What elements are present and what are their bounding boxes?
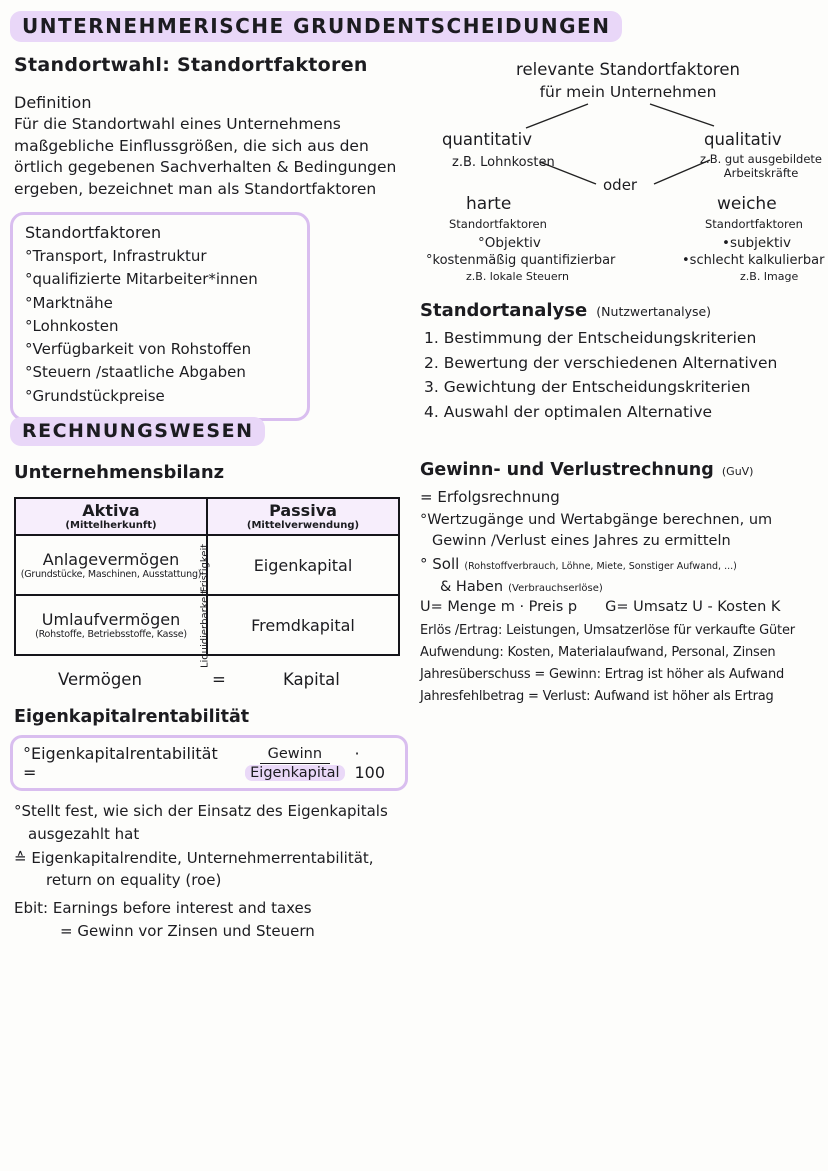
balance-sheet-table [14,497,400,669]
guv-line-jahresfehlbetrag: Jahresfehlbetrag = Verlust: Aufwand ist höher als Ertrag [420,689,774,704]
standortfaktoren-item: °Steuern /staatliche Abgaben [25,363,246,382]
soll-detail: (Rohstoffverbrauch, Löhne, Miete, Sonstiger Aufwand, ...) [464,561,737,572]
eigenkapitalrentabilitaet-formula-box [10,735,408,791]
eigenkapital-cell [207,535,399,595]
harte-node: harte [466,194,512,214]
standortanalyse-step: 1. Bestimmung der Entscheidungskriterien [424,329,757,347]
standortfaktoren-item: °Verfügbarkeit von Rohstoffen [25,340,252,358]
qualitativ-example-line2: Arbeitskräfte [723,166,799,181]
aktiva-subtitle: (Mittelherkunft) [65,520,157,531]
quantitativ-label: quantitativ [442,130,532,149]
guv-heading-note: (GuV) [721,465,754,478]
page-title [10,14,622,38]
eigenkapital-note-2: ≙ Eigenkapitalrendite, Unternehmerrentabilität, [14,849,374,867]
schlecht-kalkulierbar-point: •schlecht kalkulierbar [682,253,825,268]
anlagevermoegen-cell [15,535,207,595]
umlaufvermoegen-cell [15,595,207,655]
image-example: z.B. Image [740,270,799,283]
equation-kapital: Kapital [283,670,340,689]
diagram-title-line2: für mein Unternehmen [539,83,717,101]
section-title-rechnungswesen [10,420,265,442]
aktiva-header-cell [15,498,207,535]
anlagevermoegen-label: Anlagevermögen [42,550,180,569]
section-heading-unternehmensbilanz: Unternehmensbilanz [14,462,225,483]
passiva-title: Passiva [269,501,337,520]
ebit-line-2: = Gewinn vor Zinsen und Steuern [60,922,315,940]
oder-connector: oder [603,176,638,194]
umsatz-formula: U= Menge m · Preis p [420,599,578,615]
section-heading-guv [420,460,753,480]
guv-line-haben [440,576,603,595]
standortfaktoren-item: °Transport, Infrastruktur [25,247,207,265]
diagram-title-line1: relevante Standortfaktoren [516,60,740,79]
standortanalyse-heading-note: (Nutzwertanalyse) [596,304,712,319]
harte-node-sub: Standortfaktoren [449,217,547,231]
connector-line [526,104,588,128]
qualitativ-example [694,152,828,181]
eigenkapital-note-1: °Stellt fest, wie sich der Einsatz des Eigenkapitals ausgezahlt hat [14,802,388,843]
passiva-subtitle: (Mittelverwendung) [246,520,360,531]
standortanalyse-step: 4. Auswahl der optimalen Alternative [424,402,713,421]
vertical-label-fristigkeit: Fristigkeit [199,543,211,593]
equation-vermoegen: Vermögen [58,670,142,689]
eigenkapital-label: Eigenkapital [253,555,353,575]
guv-line-soll [420,554,737,573]
fraction-numerator: Gewinn [260,746,330,764]
standortfaktoren-item: °Lohnkosten [25,316,119,335]
subjektiv-point: •subjektiv [722,235,792,251]
qualitativ-label: qualitativ [704,130,782,149]
formula-factor: · 100 [354,744,386,782]
fraction-denominator: Eigenkapital [245,765,344,781]
soll-label: ° Soll [420,555,460,573]
fremdkapital-label: Fremdkapital [251,615,355,635]
guv-line-erfolgsrechnung: = Erfolgsrechnung [420,488,560,506]
weiche-node-sub: Standortfaktoren [705,217,803,231]
section-heading-standortanalyse [420,300,711,321]
standortfaktoren-item: °Marktnähe [25,293,113,312]
passiva-header-cell [207,498,399,535]
guv-formula-line [420,599,780,615]
guv-line-jahresueberschuss: Jahresüberschuss = Gewinn: Ertrag ist höher als Aufwand [420,667,785,682]
standortfaktoren-box [10,212,310,421]
equation-equals: = [212,670,226,689]
haben-label: & Haben [440,579,504,595]
guv-line-wertzugaenge: °Wertzugänge und Wertabgänge berechnen, um Gewinn /Verlust eines Jahres zu ermitteln [420,512,773,549]
umlaufvermoegen-sublabel: (Rohstoffe, Betriebsstoffe, Kasse) [35,629,187,640]
connector-line [650,104,714,126]
standortanalyse-heading: Standortanalyse [420,300,588,321]
standortanalyse-step: 2. Bewertung der verschiedenen Alternativen [424,353,778,372]
standortanalyse-step: 3. Gewichtung der Entscheidungskriterien [424,378,751,396]
haben-detail: (Verbrauchserlöse) [508,583,603,594]
standortfaktoren-diagram [420,56,828,296]
gewinn-formula: G= Umsatz U - Kosten K [605,599,781,615]
anlagevermoegen-sublabel: (Grundstücke, Maschinen, Ausstattung) [20,569,202,580]
guv-line-erloes: Erlös /Ertrag: Leistungen, Umsatzerlöse für verkaufte Güter [420,623,795,638]
eigenkapital-note-2b: return on equality (roe) [46,871,222,889]
weiche-node: weiche [717,194,777,214]
standortanalyse-steps [424,331,777,429]
definition-text: Für die Standortwahl eines Unternehmens maßgebliche Einflussgrößen, die sich aus den örtlich gegebenen Sachverhalten & Bedingungen ergeben, bezeichnet man als Standortfaktoren [14,115,397,199]
standortfaktoren-item: °qualifizierte Mitarbeiter*innen [25,270,258,289]
section-heading-eigenkapitalrentabilitaet: Eigenkapitalrentabilität [14,707,250,727]
guv-line-aufwendung: Aufwendung: Kosten, Materialaufwand, Personal, Zinsen [420,645,776,660]
standortfaktoren-item: °Grundstückpreise [25,386,165,405]
guv-heading: Gewinn- und Verlustrechnung [420,460,714,480]
page-title-highlight: UNTERNEHMERISCHE GRUNDENTSCHEIDUNGEN [10,11,622,42]
formula-fraction [245,746,344,781]
vertical-label-liquidierbarkeit: Liquidierbarkeit [199,589,211,669]
lokale-steuern-example: z.B. lokale Steuern [466,270,569,283]
formula-label: °Eigenkapitalrentabilität = [23,744,218,782]
definition-label: Definition [14,93,92,112]
ebit-line-1: Ebit: Earnings before interest and taxes [14,899,312,917]
fremdkapital-cell [207,595,399,655]
quantitativ-example: z.B. Lohnkosten [452,155,555,170]
objektiv-point: °Objektiv [478,235,541,251]
standortfaktoren-box-title: Standortfaktoren [25,223,162,242]
section-heading-standortwahl: Standortwahl: Standortfaktoren [14,54,368,76]
umlaufvermoegen-label: Umlaufvermögen [41,610,181,629]
qualitativ-example-line1: z.B. gut ausgebildete [700,152,822,166]
kostenmaessig-point: °kostenmäßig quantifizierbar [426,253,616,268]
aktiva-title: Aktiva [82,501,140,520]
rechnungswesen-highlight: RECHNUNGSWESEN [10,417,265,446]
